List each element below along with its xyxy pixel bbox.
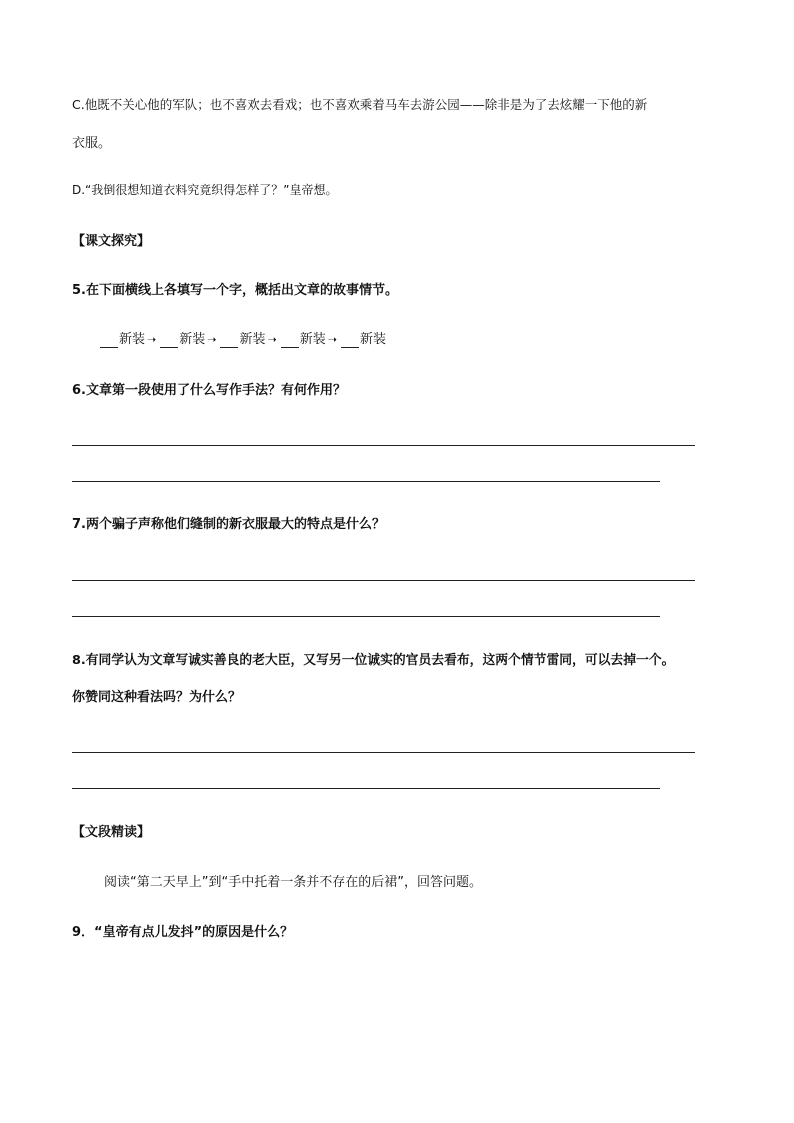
plot-step (281, 330, 341, 350)
question-5: 5.在下面横线上各填写一个字，概括出文章的故事情节。 (72, 283, 398, 298)
arrow-icon: ➝ (207, 333, 217, 346)
reading-instruction: 阅读“第二天早上”到“手中托着一条并不存在的后裙”，回答问题。 (104, 875, 482, 890)
answer-line[interactable] (72, 580, 695, 581)
plot-step (341, 330, 386, 350)
question-7: 7.两个骗子声称他们缝制的新衣服最大的特点是什么？ (72, 517, 385, 532)
plot-word: 新装 (119, 332, 146, 347)
fill-blank[interactable] (341, 332, 359, 348)
plot-step (100, 330, 160, 350)
plot-step (220, 330, 280, 350)
answer-line[interactable] (72, 445, 695, 446)
question-9: 9．“皇帝有点儿发抖”的原因是什么？ (72, 925, 294, 940)
fill-blank[interactable] (220, 332, 238, 348)
option-d: D.“我倒很想知道衣料究竟织得怎样了？”皇帝想。 (72, 183, 338, 197)
section-heading-reading: 【文段精读】 (72, 825, 151, 840)
question-8-line1: 8.有同学认为文章写诚实善良的老大臣，又写另一位诚实的官员去看布，这两个情节雷同，可以去掉一个。 (72, 653, 675, 668)
plot-step (160, 330, 220, 350)
fill-blank[interactable] (160, 332, 178, 348)
fill-blank[interactable] (281, 332, 299, 348)
option-c-line1: C.他既不关心他的军队；也不喜欢去看戏；也不喜欢乘着马车去游公园——除非是为了去炫耀一下他的新 (72, 97, 648, 112)
plot-word: 新装 (179, 332, 206, 347)
question-8-line2: 你赞同这种看法吗？为什么？ (72, 690, 242, 705)
fill-blank[interactable] (100, 332, 118, 348)
answer-line[interactable] (72, 752, 695, 753)
answer-line[interactable] (72, 616, 660, 617)
arrow-icon: ➝ (267, 333, 277, 346)
question-6: 6.文章第一段使用了什么写作手法？有何作用？ (72, 383, 346, 398)
plot-word: 新装 (359, 332, 386, 347)
answer-line[interactable] (72, 788, 660, 789)
answer-line[interactable] (72, 481, 660, 482)
plot-word: 新装 (299, 332, 326, 347)
plot-word: 新装 (239, 332, 266, 347)
arrow-icon: ➝ (327, 333, 337, 346)
section-heading-explore: 【课文探究】 (72, 234, 151, 249)
plot-chain (100, 330, 386, 350)
option-c-line2: 衣服。 (72, 136, 112, 151)
arrow-icon: ➝ (147, 333, 157, 346)
